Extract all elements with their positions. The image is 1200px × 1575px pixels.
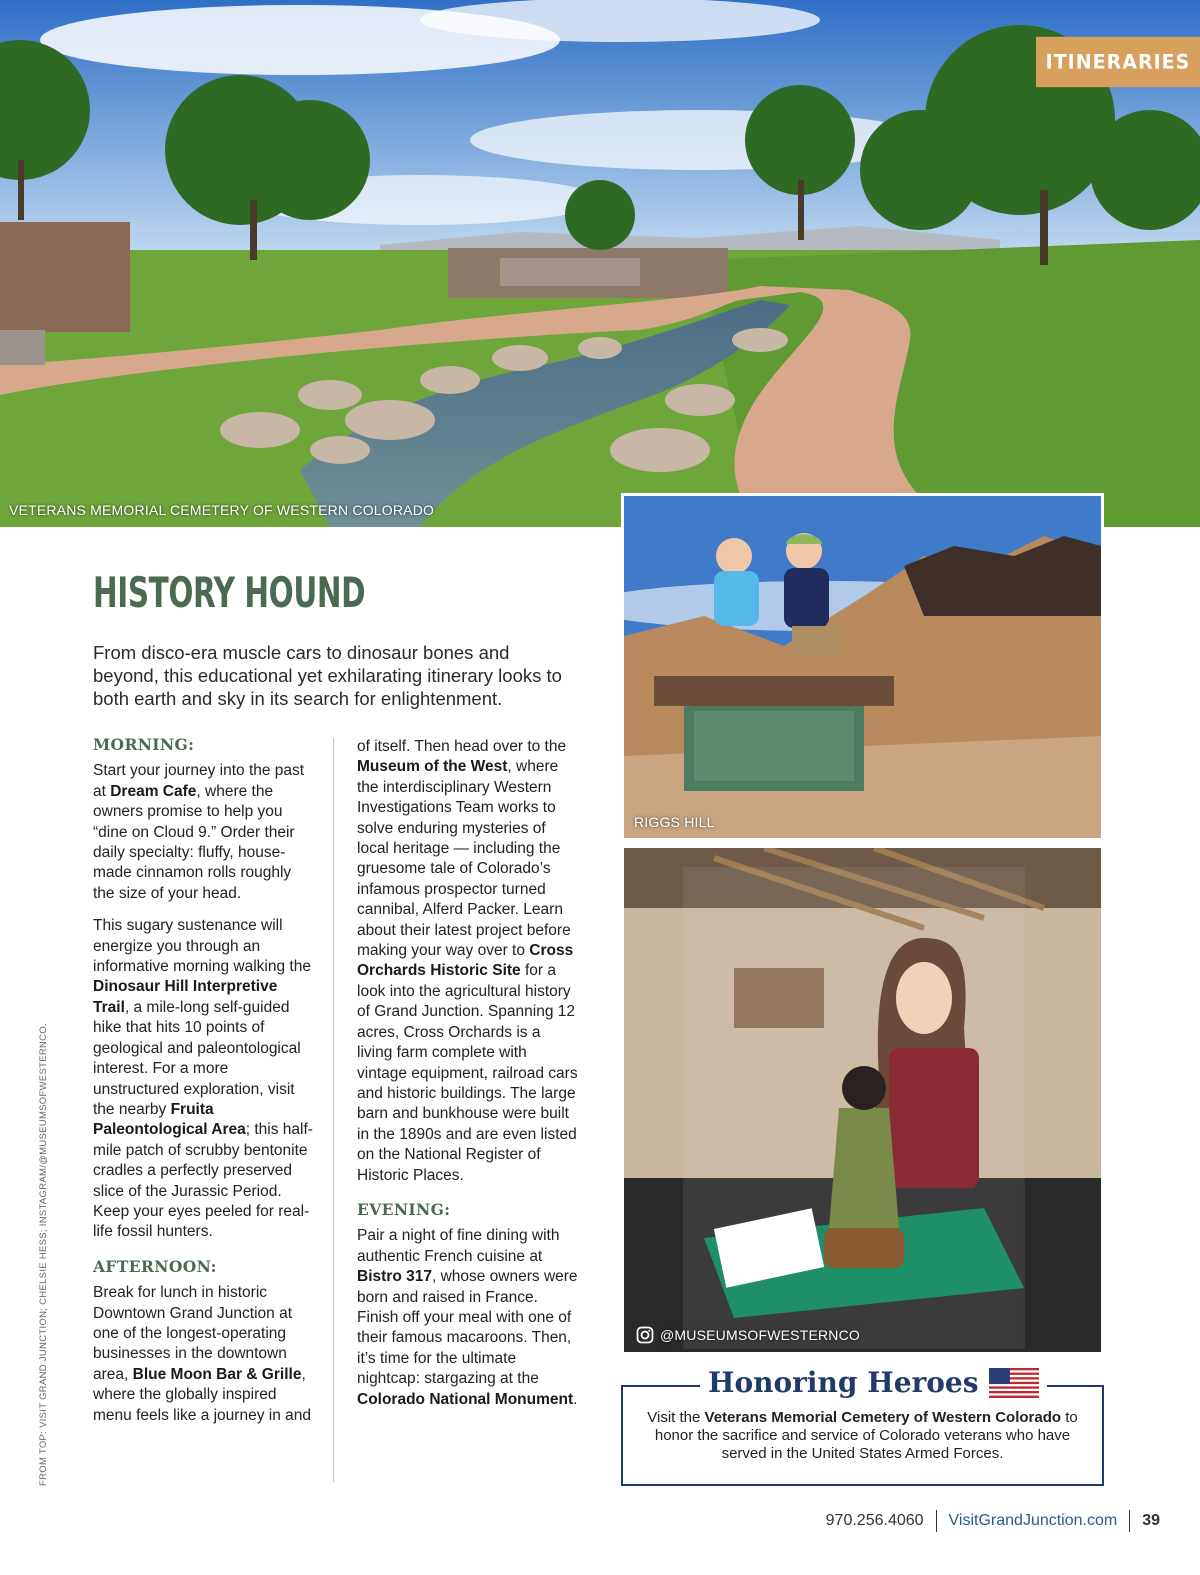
- text-run: Start your journey into the past at: [93, 762, 305, 800]
- text-run: to honor the sacrifice and service of Colorado veterans who have served in the United States Armed Forces.: [654, 1409, 1078, 1462]
- column-divider: [333, 738, 334, 1482]
- place-name-veterans-cemetery: Veterans Memorial Cemetery of Western Colorado: [704, 1409, 1062, 1426]
- hero-photo: [0, 0, 1200, 527]
- cemetery-park-illustration: [0, 0, 1200, 527]
- text-run: Visit the: [647, 1409, 705, 1426]
- page-number: 39: [1142, 1512, 1160, 1529]
- evening-paragraph: [357, 1226, 579, 1410]
- footer-divider: [936, 1510, 937, 1532]
- column-right: [357, 737, 579, 1422]
- us-flag-icon: [989, 1368, 1039, 1398]
- museum-caption-row: [636, 1326, 860, 1344]
- place-name-cross-orchards: Cross Orchards Historic Site: [357, 942, 574, 980]
- text-run: Pair a night of fine dining with authentic French cuisine at: [357, 1227, 560, 1265]
- column-left: [93, 735, 315, 1438]
- text-run: This sugary sustenance will energize you through an informative morning walking the: [93, 917, 311, 976]
- place-name-bistro: Bistro 317: [357, 1268, 432, 1286]
- text-run: , a mile-long self-guided hike that hits 10 points of geological and paleontological interest. For a more unstructured exploration, visit the nearby: [93, 998, 301, 1118]
- section-tab: ITINERARIES: [1036, 37, 1200, 87]
- museum-caption: @MUSEUMSOFWESTERNCO: [660, 1327, 861, 1343]
- morning-heading: MORNING:: [93, 735, 195, 754]
- place-name-museum-of-the-west: Museum of the West: [357, 758, 508, 776]
- place-name-dream-cafe: Dream Cafe: [110, 782, 197, 800]
- riggs-hill-illustration: [624, 496, 1101, 838]
- article-intro: From disco-era muscle cars to dinosaur bones and beyond, this educational yet exhilarating itinerary looks to both earth and sky in its search for enlightenment.: [93, 642, 562, 709]
- text-run: of itself. Then head over to the: [357, 738, 567, 755]
- text-run: , where the owners promise to help you “dine on Cloud 9.” Order their daily specialty: fluffy, house-made cinnamon rolls roughly the size of your head.: [93, 782, 295, 902]
- place-name-fruita: Fruita Paleontological Area: [93, 1100, 246, 1139]
- article-title: HISTORY HOUND: [93, 568, 366, 617]
- heroes-title-text: Honoring Heroes: [708, 1366, 979, 1399]
- page-footer: [826, 1510, 1160, 1532]
- place-name-dinosaur-hill: Dinosaur Hill Interpretive Trail: [93, 978, 278, 1016]
- text-run: .: [573, 1390, 578, 1408]
- honoring-heroes-title: [700, 1366, 1047, 1399]
- museum-exhibit-illustration: [624, 848, 1101, 1352]
- text-run: for a look into the agricultural history of Grand Junction. Spanning 12 acres, Cross Orchards is a living farm complete with vintage equipment, railroad cars and historic buildings. The large barn and bunkhouse were built in the 1890s and are even listed on the National Register of Historic Places.: [357, 962, 578, 1184]
- afternoon-paragraph: [93, 1283, 315, 1426]
- evening-heading: EVENING:: [357, 1199, 451, 1219]
- photo-credit: FROM TOP: VISIT GRAND JUNCTION; CHELSIE HESS; INSTAGRAM/@MUSEUMSOFWESTERNCO.: [38, 1023, 49, 1486]
- footer-url[interactable]: VisitGrandJunction.com: [948, 1512, 1118, 1529]
- place-name-national-monument: Colorado National Monument: [357, 1390, 574, 1408]
- afternoon-heading: AFTERNOON:: [93, 1256, 217, 1276]
- riggs-caption: RIGGS HILL: [634, 814, 715, 830]
- text-run: , where the globally inspired menu feels like a journey in and: [93, 1365, 311, 1424]
- morning-paragraph-2: [93, 916, 315, 1243]
- morning-paragraph-1: [93, 761, 315, 904]
- instagram-icon: [636, 1326, 654, 1344]
- afternoon-paragraph-continued: [357, 737, 579, 1186]
- place-name-blue-moon: Blue Moon Bar & Grille: [132, 1365, 302, 1383]
- text-run: Break for lunch in historic Downtown Grand Junction at one of the longest-operating businesses in the downtown area,: [93, 1284, 293, 1383]
- hero-caption: VETERANS MEMORIAL CEMETERY OF WESTERN COLORADO: [9, 502, 435, 518]
- text-run: , where the interdisciplinary Western Investigations Team works to solve enduring mysteries of local heritage — including the gruesome tale of Colorado’s infamous prospector turned cannibal, Alferd Packer. Learn about their latest project before making your way over to: [357, 758, 571, 960]
- riggs-hill-photo: [621, 493, 1104, 841]
- footer-divider: [1129, 1510, 1130, 1532]
- museum-photo: [621, 845, 1104, 1355]
- text-run: , whose owners were born and raised in France. Finish off your meal with one of their famous macaroons. Then, it’s time for the ultimate nightcap: stargazing at the: [357, 1268, 578, 1388]
- text-run: ; this half-mile patch of scrubby bentonite cradles a perfectly preserved slice of the Jurassic Period. Keep your eyes peeled for real-life fossil hunters.: [93, 1121, 313, 1241]
- footer-phone[interactable]: 970.256.4060: [825, 1512, 924, 1529]
- honoring-heroes-text: [632, 1409, 1093, 1463]
